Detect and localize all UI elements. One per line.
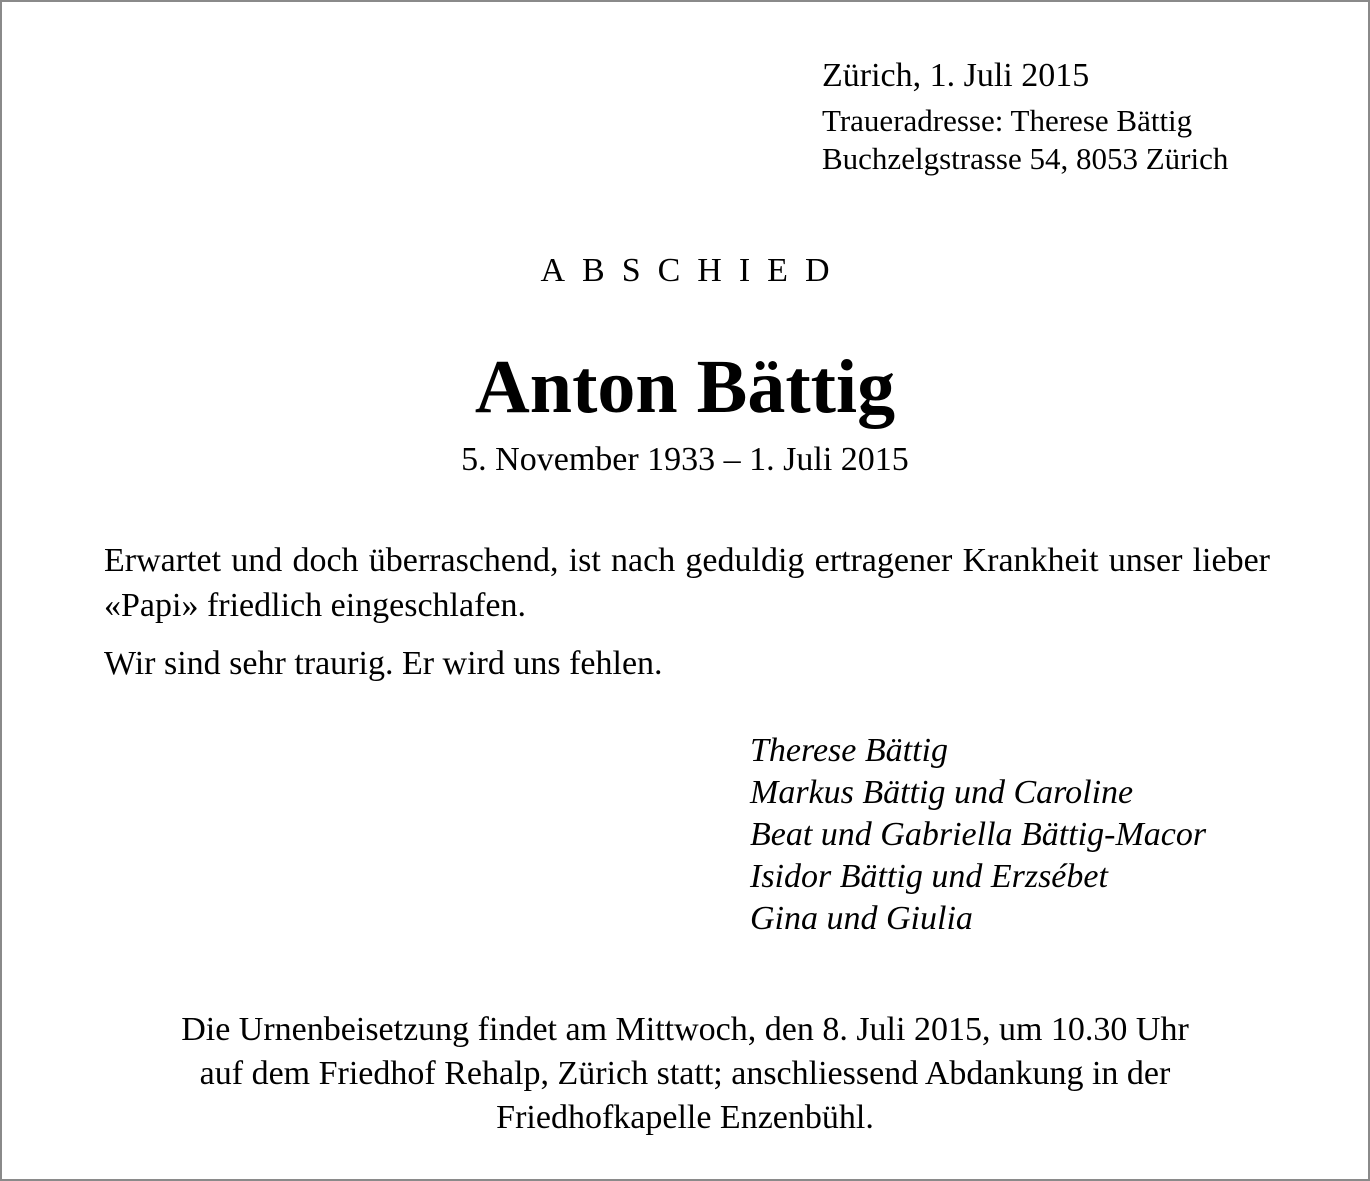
message-block: [104, 538, 1270, 686]
mourner-name: Gina und Giulia: [750, 900, 973, 937]
address-line-2: Buchzelgstrasse 54, 8053 Zürich: [822, 141, 1229, 176]
message-paragraph-1: Erwartet und doch überraschend, ist nach geduldig ertragener Krankheit unser lieber «Papi» friedlich eingeschlafen.: [104, 542, 1270, 624]
mourner-name: Markus Bättig und Caroline: [750, 774, 1134, 811]
mourner-name: Isidor Bättig und Erzsébet: [750, 858, 1108, 895]
funeral-line-2: auf dem Friedhof Rehalp, Zürich statt; anschliessend Abdankung in der: [199, 1055, 1171, 1092]
funeral-line-3: Friedhofkapelle Enzenbühl.: [496, 1099, 874, 1136]
mourner-name: Therese Bättig: [750, 732, 948, 769]
header-block: [822, 54, 1342, 178]
message-paragraph-2: Wir sind sehr traurig. Er wird uns fehlen.: [104, 645, 663, 682]
deceased-name: Anton Bättig: [474, 345, 896, 429]
mourning-address: [822, 102, 1342, 178]
place-date: Zürich, 1. Juli 2015: [822, 57, 1090, 94]
notice-heading: ABSCHIED: [540, 252, 847, 289]
mourners-list: [750, 730, 1206, 940]
life-dates: 5. November 1933 – 1. Juli 2015: [461, 441, 909, 478]
funeral-details: [2, 1008, 1368, 1140]
funeral-line-1: Die Urnenbeisetzung findet am Mittwoch, den 8. Juli 2015, um 10.30 Uhr: [181, 1011, 1189, 1048]
address-line-1: Traueradresse: Therese Bättig: [822, 103, 1193, 138]
mourner-name: Beat und Gabriella Bättig-Macor: [750, 816, 1207, 853]
